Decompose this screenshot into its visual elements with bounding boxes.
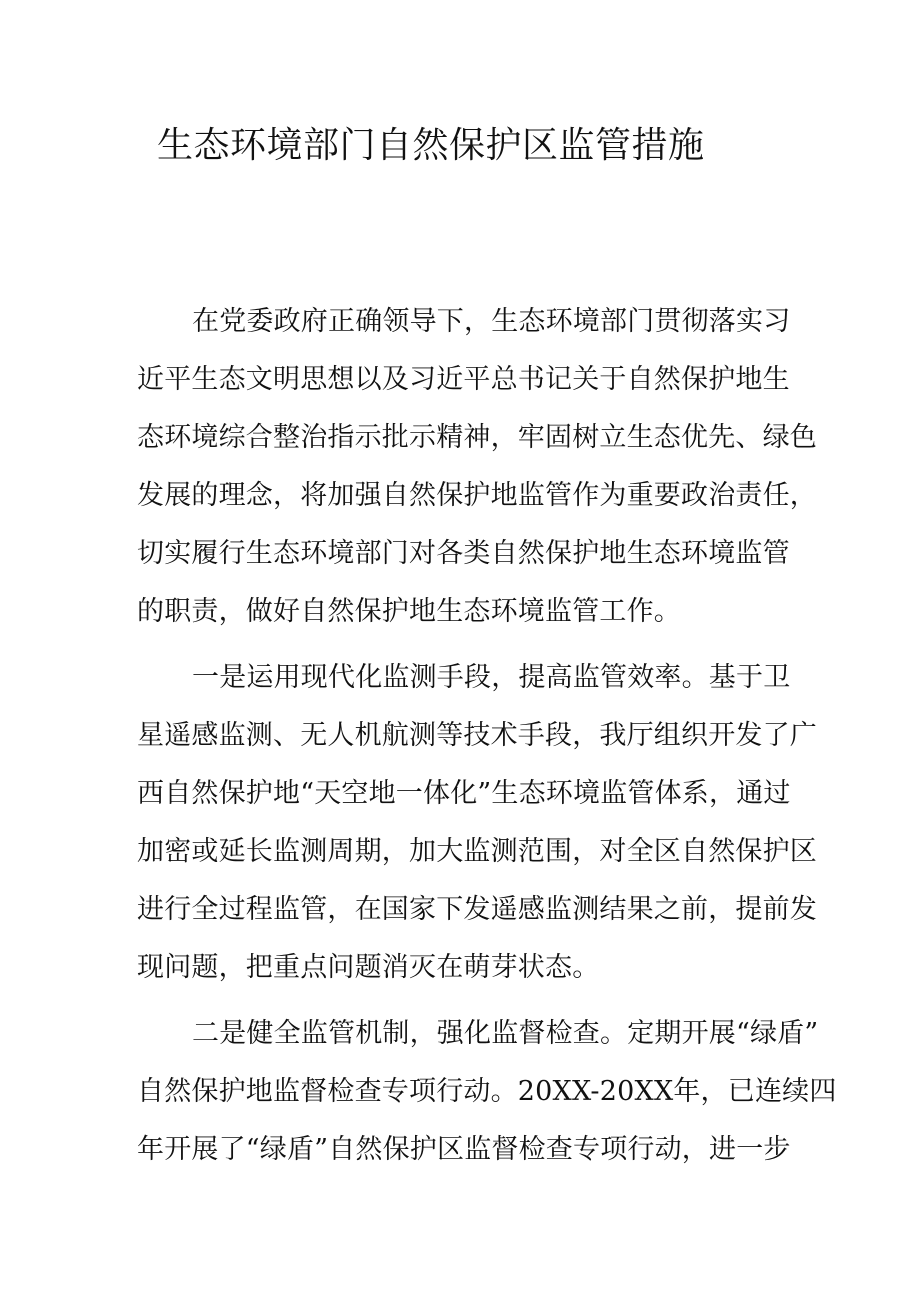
paragraph-2-line-2: 星遥感监测、无人机航测等技术手段，我厅组织开发了广 xyxy=(137,720,817,751)
paragraph-2-line-5: 进行全过程监管，在国家下发遥感监测结果之前，提前发 xyxy=(137,894,817,925)
paragraph-1-line-6: 的职责，做好自然保护地生态环境监管工作。 xyxy=(137,596,681,627)
paragraph-1-line-1: 在党委政府正确领导下，生态环境部门贯彻落实习 xyxy=(192,306,791,337)
paragraph-1-line-4: 发展的理念，将加强自然保护地监管作为重要政治责任， xyxy=(137,480,817,511)
document-title: 生态环境部门自然保护区监管措施 xyxy=(157,125,705,166)
paragraph-1-line-3: 态环境综合整治指示批示精神，牢固树立生态优先、绿色 xyxy=(137,422,817,453)
paragraph-1-line-5: 切实履行生态环境部门对各类自然保护地生态环境监管 xyxy=(137,538,790,569)
paragraph-1-line-2: 近平生态文明思想以及习近平总书记关于自然保护地生 xyxy=(137,364,790,395)
paragraph-3-line-2: 自然保护地监督检查专项行动。20XX-20XX年，已连续四 xyxy=(137,1076,837,1107)
paragraph-2-line-6: 现问题，把重点问题消灭在萌芽状态。 xyxy=(137,952,600,983)
paragraph-3-line-3: 年开展了“绿盾”自然保护区监督检查专项行动，进一步 xyxy=(137,1134,791,1165)
paragraph-2-line-1: 一是运用现代化监测手段，提高监管效率。基于卫 xyxy=(192,662,791,693)
paragraph-2-line-3: 西自然保护地“天空地一体化”生态环境监管体系，通过 xyxy=(137,778,791,809)
paragraph-3-line-1: 二是健全监管机制，强化监督检查。定期开展“绿盾” xyxy=(192,1018,819,1049)
paragraph-2-line-4: 加密或延长监测周期，加大监测范围，对全区自然保护区 xyxy=(137,836,817,867)
